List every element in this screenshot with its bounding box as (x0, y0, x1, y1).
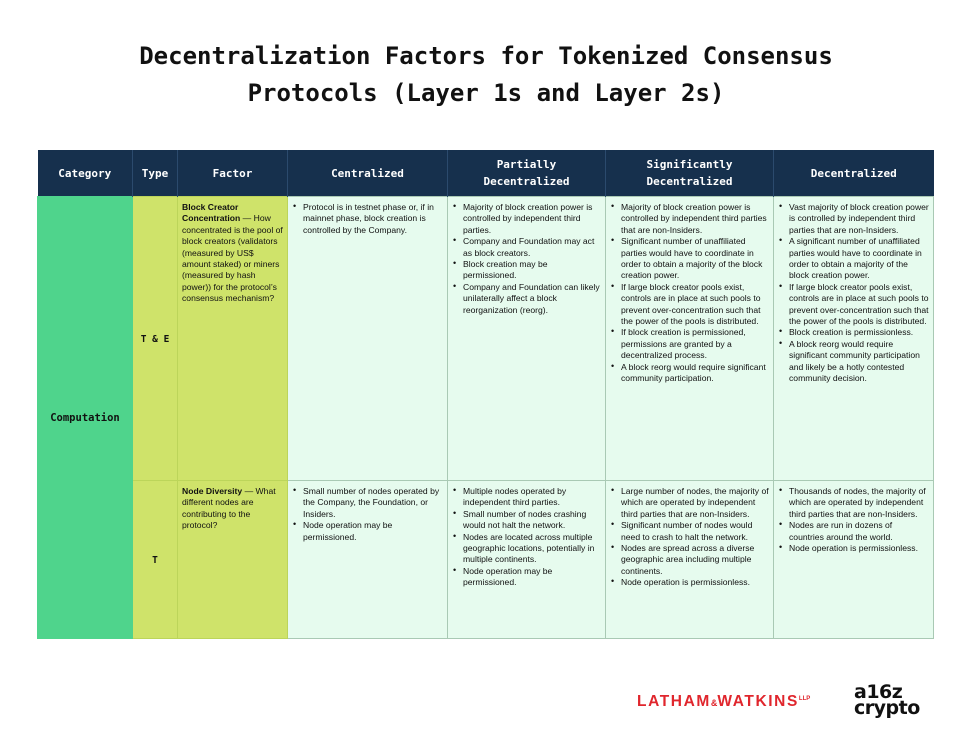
bullet-item: • Vast majority of block creation power is controlled by independent third parties that are non-Insiders. (789, 202, 929, 236)
header-partially-decentralized (448, 150, 606, 197)
header-decentralized: Decentralized (774, 150, 934, 197)
latham-logo-part2: WATKINS (717, 693, 799, 710)
bullet-list (292, 486, 443, 543)
significantly-decentralized-cell (606, 481, 774, 639)
bullet-item: • Node operation may be permissioned. (463, 566, 601, 589)
bullet-item: • Multiple nodes operated by independent third parties. (463, 486, 601, 509)
header-significantly-line-2: Decentralized (646, 175, 733, 188)
header-centralized: Centralized (288, 150, 448, 197)
bullet-list (452, 486, 601, 589)
bullet-item: • Majority of block creation power is controlled by independent third parties. (463, 202, 601, 236)
header-type: Type (133, 150, 178, 197)
bullet-item: • Thousands of nodes, the majority of which are operated by independent third parties that are non-Insiders. (789, 486, 929, 520)
category-cell: Computation (38, 197, 133, 639)
bullet-item: • Nodes are spread across a diverse geographic area including multiple continents. (621, 543, 769, 577)
title-line-1: Decentralization Factors for Tokenized Consensus (139, 42, 833, 70)
bullet-item: • A block reorg would require significant community participation and likely be a hotly contested community decision. (789, 339, 929, 385)
bullet-item: • Majority of block creation power is controlled by independent third parties that are non-Insiders. (621, 202, 769, 236)
decentralization-table (37, 150, 934, 639)
latham-logo-part1: LATHAM (637, 693, 711, 710)
bullet-item: • Nodes are run in dozens of countries around the world. (789, 520, 929, 543)
header-significantly-line-1: Significantly (646, 158, 733, 171)
bullet-list (610, 486, 769, 589)
header-factor: Factor (178, 150, 288, 197)
decentralized-cell (774, 197, 934, 481)
bullet-item: • Node operation may be permissioned. (303, 520, 443, 543)
type-cell: T (133, 481, 178, 639)
bullet-item: • Block creation may be permissioned. (463, 259, 601, 282)
bullet-item: • Company and Foundation can likely unilaterally affect a block reorganization (reorg). (463, 282, 601, 316)
centralized-cell (288, 481, 448, 639)
header-partially-line-1: Partially (496, 158, 557, 171)
bullet-item: • Block creation is permissionless. (789, 327, 929, 338)
table-row (38, 197, 934, 481)
factor-cell (178, 481, 288, 639)
bullet-item: • Protocol is in testnet phase or, if in mainnet phase, block creation is controlled by the Company. (303, 202, 443, 236)
partially-decentralized-cell (448, 197, 606, 481)
header-row (38, 150, 934, 197)
bullet-item: • Nodes are located across multiple geographic locations, potentially in multiple continents. (463, 532, 601, 566)
bullet-item: • A block reorg would require significant community participation. (621, 362, 769, 385)
bullet-list (778, 202, 929, 385)
latham-logo-ampersand: & (710, 698, 718, 708)
factor-title: Node Diversity (182, 486, 243, 496)
page-title (0, 38, 972, 112)
bullet-item: • If block creation is permissioned, permissions are granted by a decentralized process. (621, 327, 769, 361)
factor-cell (178, 197, 288, 481)
centralized-cell (288, 197, 448, 481)
type-cell: T & E (133, 197, 178, 481)
bullet-item: • Significant number of unaffiliated parties would have to coordinate in order to obtain a majority of the block creation power. (621, 236, 769, 282)
bullet-item: • Small number of nodes crashing would not halt the network. (463, 509, 601, 532)
a16z-logo-line-2: crypto (854, 697, 920, 719)
bullet-item: • Large number of nodes, the majority of which are operated by independent third parties that are non-Insiders. (621, 486, 769, 520)
bullet-list (292, 202, 443, 236)
latham-watkins-logo (637, 693, 810, 711)
significantly-decentralized-cell (606, 197, 774, 481)
header-significantly-decentralized (606, 150, 774, 197)
latham-logo-llp: LLP (798, 695, 811, 702)
header-category: Category (38, 150, 133, 197)
bullet-list (452, 202, 601, 316)
decentralized-cell (774, 481, 934, 639)
bullet-item: • If large block creator pools exist, controls are in place at such pools to prevent over-concentration such that the power of the pools is distributed. (621, 282, 769, 328)
header-partially-line-2: Decentralized (483, 175, 570, 188)
a16z-crypto-logo (854, 681, 938, 719)
bullet-list (610, 202, 769, 385)
a16z-logo-line-1: a16z (854, 681, 903, 703)
bullet-item: • A significant number of unaffiliated parties would have to coordinate in order to obtain a majority of the block creation power. (789, 236, 929, 282)
footer-logos (0, 681, 972, 724)
factor-description: — How concentrated is the pool of block creators (validators (measured by US$ amount staked) or miners (measured by hash power)) for the protocol’s consensus mechanism? (182, 213, 283, 304)
table-row (38, 481, 934, 639)
bullet-item: • Node operation is permissionless. (621, 577, 769, 588)
factor-title: Block Creator Concentration (182, 202, 241, 224)
bullet-item: • Significant number of nodes would need to crash to halt the network. (621, 520, 769, 543)
bullet-item: • Company and Foundation may act as block creators. (463, 236, 601, 259)
bullet-item: • If large block creator pools exist, controls are in place at such pools to prevent over-concentration such that the power of the pools is distributed. (789, 282, 929, 328)
title-line-2: Protocols (Layer 1s and Layer 2s) (247, 79, 725, 107)
partially-decentralized-cell (448, 481, 606, 639)
bullet-item: • Small number of nodes operated by the Company, the Foundation, or Insiders. (303, 486, 443, 520)
factor-description: — What different nodes are contributing to the protocol? (182, 486, 276, 531)
bullet-list (778, 486, 929, 554)
bullet-item: • Node operation is permissionless. (789, 543, 929, 554)
